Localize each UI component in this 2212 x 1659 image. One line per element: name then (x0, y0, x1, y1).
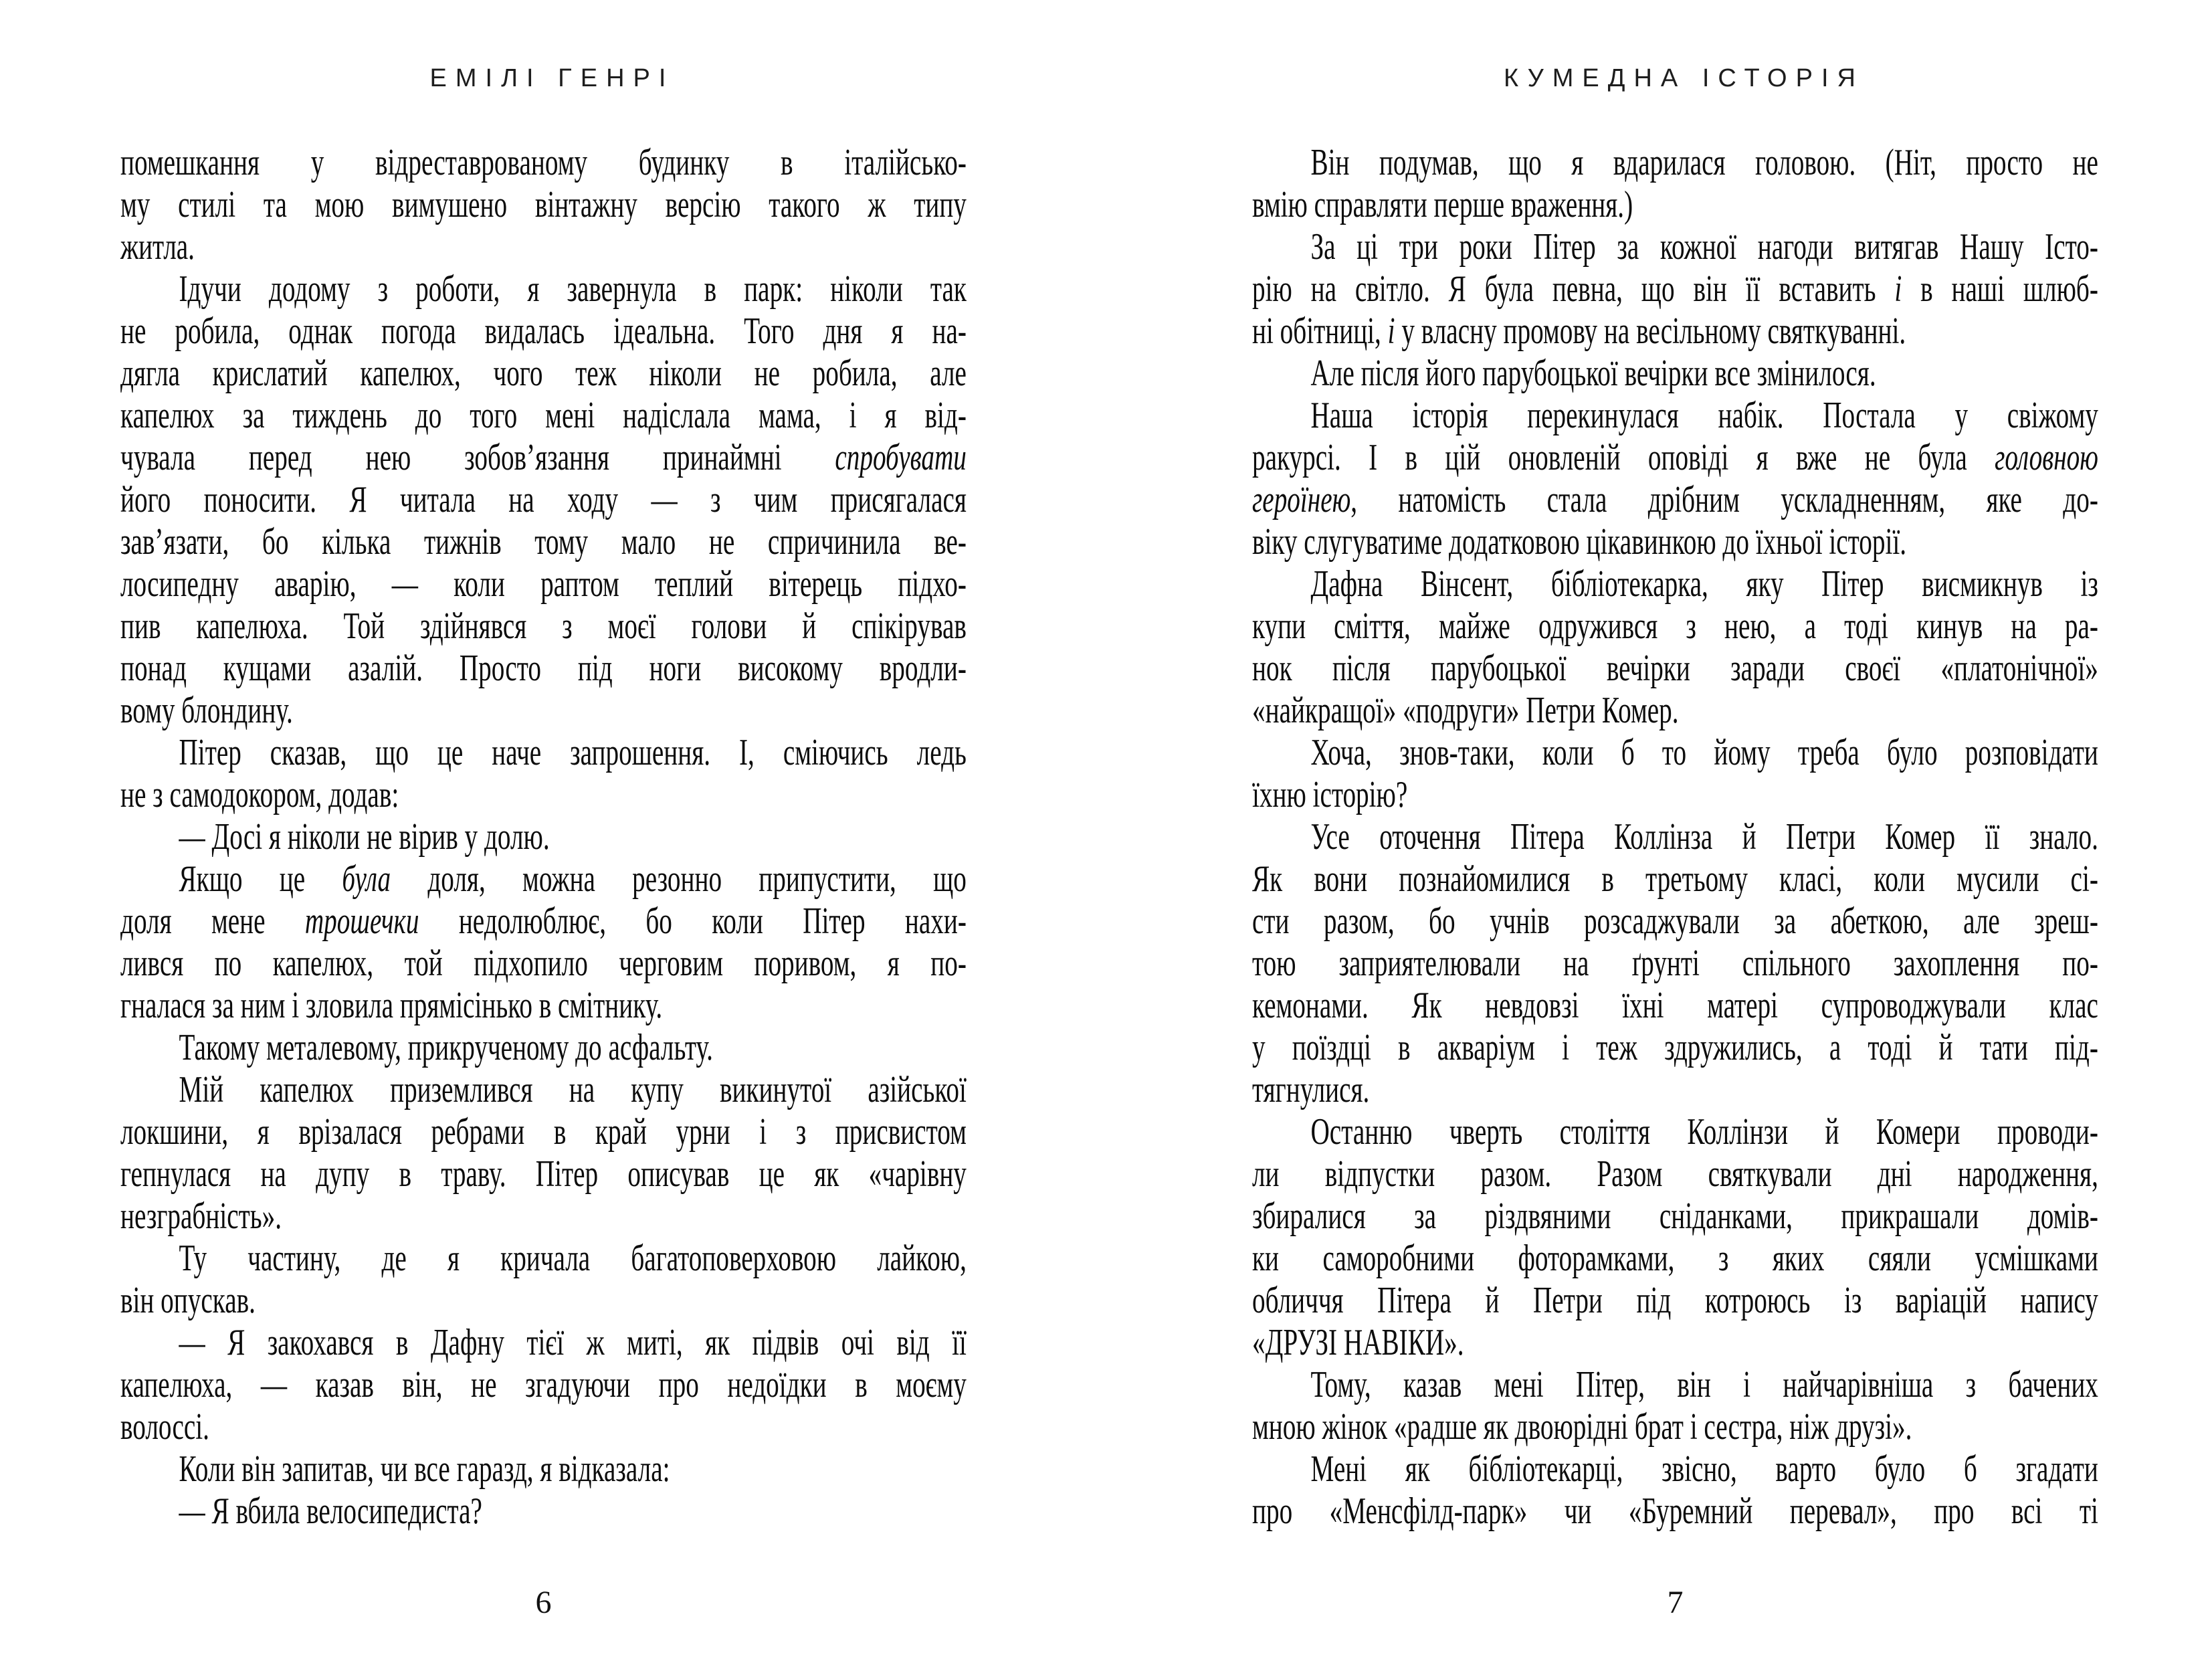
text-line: Усе оточення Пітера Коллінза й Петри Комер її знало. (1310, 816, 2098, 858)
text-line: — Досі я ніколи не вірив у долю. (179, 816, 550, 858)
text-line: Тому, казав мені Пітер, він і найчарівніша з бачених (1310, 1364, 2098, 1405)
text-line: у поїздці в акваріум і теж здружились, а тоді й тати під- (1252, 1027, 2098, 1068)
text-line: доля мене трошечки недолюблює, бо коли Пітер нахи- (120, 900, 967, 942)
text-line: ракурсі. І в цій оновленій оповіді я вже не була головною (1252, 437, 2098, 478)
text-line: купи сміття, майже одружився з нею, а тоді кинув на ра- (1252, 605, 2098, 647)
text-line: про «Менсфілд-парк» чи «Буремний перевал», про всі ті (1252, 1490, 2098, 1532)
text-line: житла. (120, 226, 195, 268)
text-line: рію на світло. Я була певна, що він її вставить і в наші шлюб- (1252, 268, 2098, 310)
text-line: ли відпустки разом. Разом святкували дні народження, (1252, 1153, 2098, 1195)
text-line: капелюх за тиждень до того мені надіслала мама, і я від- (120, 395, 967, 436)
text-line: сти разом, бо учнів розсаджували за абеткою, але зреш- (1252, 900, 2098, 942)
text-line: лосипедну аварію, — коли раптом теплий вітерець підхо- (120, 563, 967, 605)
text-line: Останню чверть століття Коллінзи й Комери проводи- (1310, 1111, 2098, 1153)
text-line: він опускав. (120, 1280, 256, 1321)
text-line: гналася за ним і зловила прямісінько в смітнику. (120, 985, 663, 1026)
text-line: вому блондину. (120, 690, 293, 731)
text-line: «ДРУЗІ НАВІКИ». (1252, 1322, 1464, 1363)
left-text-block (120, 142, 967, 1533)
text-line: нок після парубоцької вечірки заради своєї «платонічної» (1252, 648, 2098, 689)
text-line: віку слугуватиме додатковою цікавинкою до їхньої історії. (1252, 521, 1907, 563)
text-line: Наша історія перекинулася набік. Постала у свіжому (1310, 395, 2098, 436)
text-line: — Я закохався в Дафну тієї ж миті, як підвів очі від її (179, 1322, 967, 1363)
text-line: їхню історію? (1252, 774, 1408, 815)
text-line: не з самодокором, додав: (120, 774, 399, 815)
text-line: ні обітниці, і у власну промову на весільному святкуванні. (1252, 310, 1906, 352)
text-line: Але після його парубоцької вечірки все змінилося. (1310, 353, 1876, 394)
right-page-number: 7 (1667, 1585, 1684, 1620)
text-line: лився по капелюх, той підхопило черговим поривом, я по- (120, 943, 967, 984)
text-line: тою заприятелювали на ґрунті спільного захоплення по- (1252, 943, 2098, 984)
text-line: Коли він запитав, чи все гаразд, я відказала: (179, 1448, 670, 1490)
text-line: пив капелюха. Той здійнявся з моєї голови й спікірував (120, 605, 967, 647)
left-page-number: 6 (535, 1585, 552, 1620)
text-line: Пітер сказав, що це наче запрошення. І, сміючись ледь (179, 732, 967, 773)
text-line: Мій капелюх приземлився на купу викинутої азійської (179, 1069, 967, 1110)
text-line: обличчя Пітера й Петри під котроюсь із варіацій напису (1252, 1280, 2098, 1321)
text-line: вмію справляти перше враження.) (1252, 184, 1633, 225)
text-line: чувала перед нею зобов’язання принаймні спробувати (120, 437, 967, 478)
text-line: За ці три роки Пітер за кожної нагоди витягав Нашу Істо- (1310, 226, 2098, 268)
text-line: капелюха, — казав він, не згадуючи про недоїдки в моєму (120, 1364, 967, 1405)
text-line: мною жінок «радше як двоюрідні брат і сестра, ніж друзі». (1252, 1406, 1912, 1448)
text-line: ки саморобними фоторамками, з яких сяяли усмішками (1252, 1238, 2098, 1279)
text-line: Ту частину, де я кричала багатоповерховою лайкою, (179, 1238, 967, 1279)
text-line: Ідучи додому з роботи, я завернула в парк: ніколи так (179, 268, 967, 310)
text-line: Він подумав, що я вдарилася головою. (Ніт, просто не (1310, 142, 2098, 183)
text-line: гепнулася на дупу в траву. Пітер описував це як «чарівну (120, 1153, 967, 1195)
text-line: його поносити. Я читала на ходу — з чим присягалася (120, 479, 967, 520)
text-line: Хоча, знов-таки, коли б то йому треба було розповідати (1310, 732, 2098, 773)
left-running-head: ЕМІЛІ ГЕНРІ (429, 64, 675, 92)
text-line: Мені як бібліотекарці, звісно, варто було б згадати (1310, 1448, 2098, 1490)
text-line: помешкання у відреставрованому будинку в італійсько- (120, 142, 967, 183)
text-line: — Я вбила велосипедиста? (179, 1490, 482, 1532)
text-line: збиралися за різдвяними сніданками, прикрашали домів- (1252, 1195, 2098, 1237)
text-line: незграбність». (120, 1195, 282, 1237)
right-text-block (1252, 142, 2098, 1533)
text-line: зав’язати, бо кілька тижнів тому мало не спричинила ве- (120, 521, 967, 563)
text-line: Як вони познайомилися в третьому класі, коли мусили сі- (1252, 858, 2098, 900)
text-line: Дафна Вінсент, бібліотекарка, яку Пітер висмикнув із (1310, 563, 2098, 605)
text-line: му стилі та мою вимушено вінтажну версію такого ж типу (120, 184, 967, 225)
text-line: Якщо це була доля, можна резонно припустити, що (179, 858, 967, 900)
text-line: дягла крислатий капелюх, чого теж ніколи не робила, але (120, 353, 967, 394)
text-line: не робила, однак погода видалась ідеальна. Того дня я на- (120, 310, 967, 352)
text-line: героїнею, натомість стала дрібним ускладненням, яке до- (1252, 479, 2098, 520)
right-running-head: КУМЕДНА ІСТОРІЯ (1504, 64, 1864, 92)
text-line: кемонами. Як невдовзі їхні матері супроводжували клас (1252, 985, 2098, 1026)
text-line: понад кущами азалій. Просто під ноги високому вродли- (120, 648, 967, 689)
text-line: локшини, я врізалася ребрами в край урни і з присвистом (120, 1111, 967, 1153)
text-line: тягнулися. (1252, 1069, 1370, 1110)
text-line: волоссі. (120, 1406, 209, 1448)
text-line: «найкращої» «подруги» Петри Комер. (1252, 690, 1679, 731)
text-line: Такому металевому, прикрученому до асфальту. (179, 1027, 713, 1068)
